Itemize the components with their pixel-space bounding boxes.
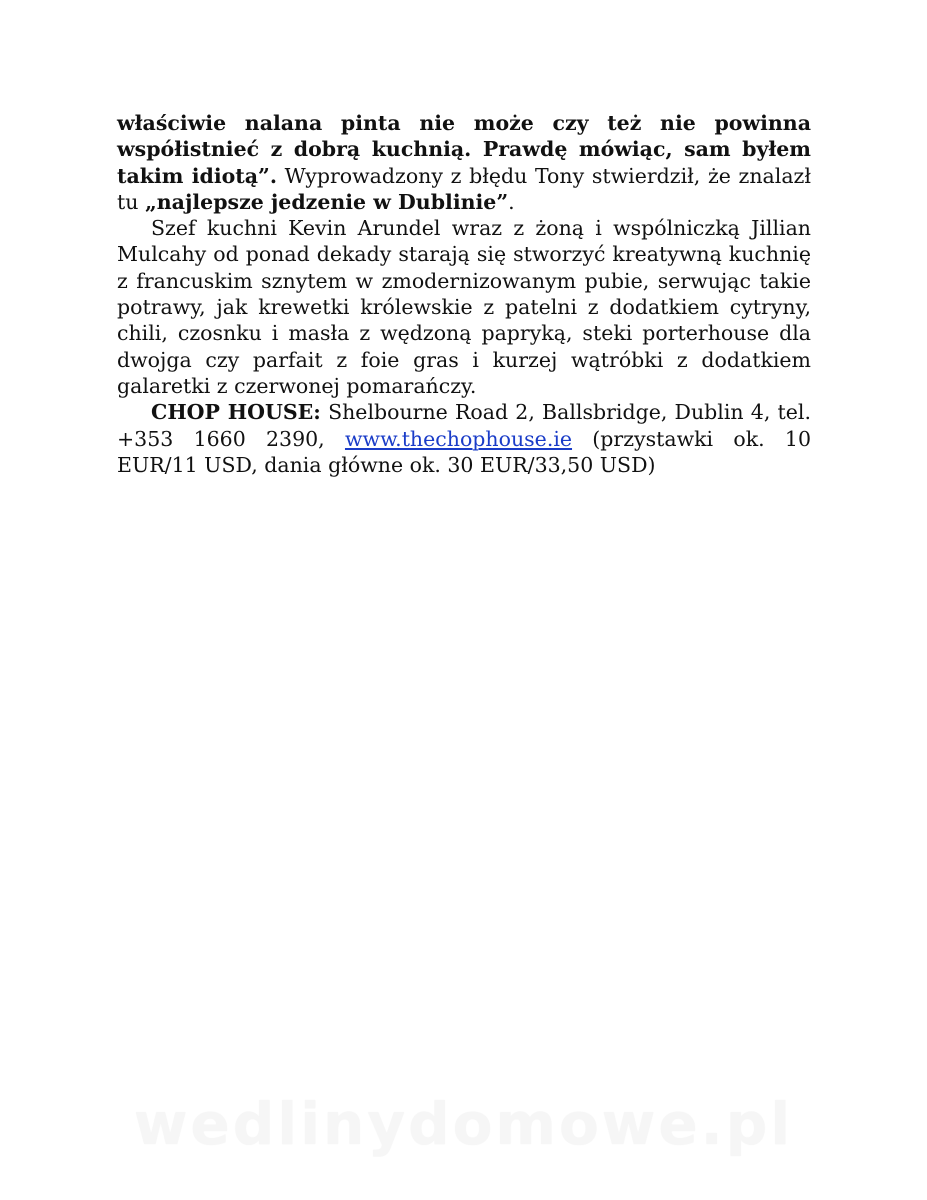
bold-highlight: „najlepsze jedzenie w Dublinie”: [144, 189, 509, 214]
watermark: wedlinydomowe.pl: [133, 1090, 794, 1158]
restaurant-address: Shelbourne Road 2, Ballsbridge, Dublin 4, tel. +353 1660 2390,: [117, 400, 811, 451]
restaurant-name: CHOP HOUSE:: [151, 400, 321, 425]
paragraph-text: Wyprowadzony z błędu Tony stwierdził, że znalazł tu: [117, 163, 812, 214]
paragraph-chef: Szef kuchni Kevin Arundel wraz z żoną i wspólniczką Jillian Mulcahy od ponad dekady starają się stworzyć kreatywną kuchnię z francuskim sznytem w zmodernizowanym pubie, serwując takie potrawy, jak krewetki królewskie z patelni z dodatkiem cytryny, chili, czosnku i masła z wędzoną papryką, steki porterhouse dla dwojga czy parfait z foie gras i kurzej wątróbki z dodatkiem galaretki z czerwonej pomarańczy.: [117, 216, 811, 398]
bold-quote: właściwie nalana pinta nie może czy też nie powinna współistnieć z dobrą kuchnią. Prawdę mówiąc, sam byłem takim idiotą”.: [117, 111, 811, 188]
restaurant-website-link[interactable]: www.thechophouse.ie: [344, 426, 573, 451]
document-body: [117, 110, 811, 478]
paragraph-end: .: [508, 189, 515, 214]
paragraph-quote: [117, 110, 811, 215]
restaurant-prices: (przystawki ok. 10 EUR/11 USD, dania główne ok. 30 EUR/33,50 USD): [117, 426, 811, 477]
paragraph-restaurant-info: [117, 399, 811, 478]
